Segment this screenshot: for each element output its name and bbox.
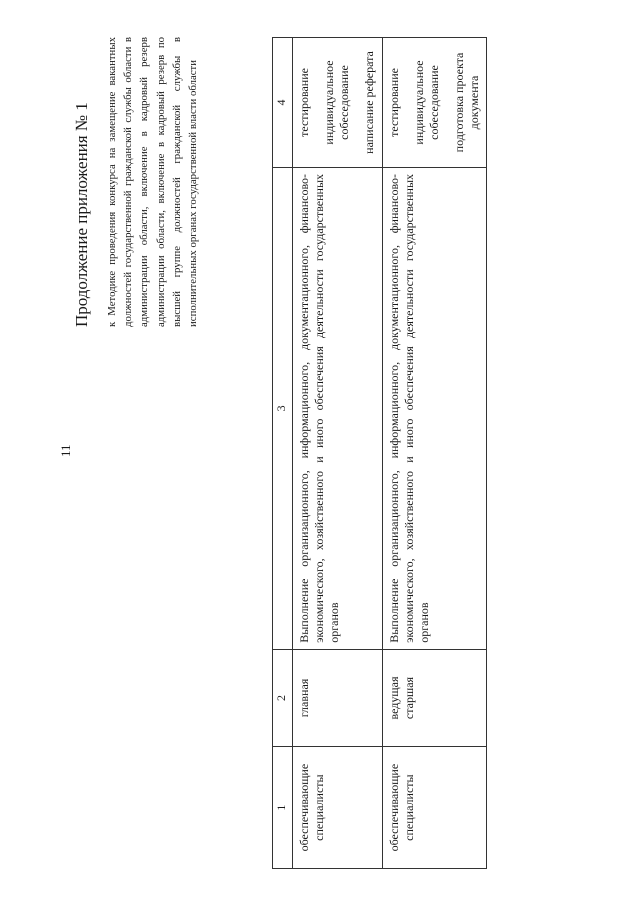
header-cell: 3 — [273, 167, 293, 649]
qualification-table — [272, 37, 487, 869]
group-label: ведущая — [387, 676, 401, 720]
method-reference — [104, 37, 201, 327]
method-item: индивидуальное собеседование — [412, 60, 441, 145]
group-cell — [293, 649, 383, 746]
method-item: тестирование — [387, 68, 401, 137]
table-row — [383, 38, 487, 869]
group-cell — [383, 649, 487, 746]
method-item: написание реферата — [362, 51, 376, 154]
methods-cell — [293, 38, 383, 168]
table-row — [293, 38, 383, 869]
group-label: главная — [297, 678, 311, 718]
method-item: индивидуальное собеседование — [322, 60, 351, 145]
category-cell: обеспечивающие специалисты — [383, 747, 487, 869]
page-number: 11 — [58, 444, 73, 457]
table-header-row — [273, 38, 293, 869]
function-cell: Выполнение организационного, информационного, документационного, финансово-экономического, хозяйственного и иного обеспечения деятельности государственных органов — [293, 167, 383, 649]
group-label: старшая — [402, 676, 416, 720]
header-cell: 4 — [273, 38, 293, 168]
header-cell: 2 — [273, 649, 293, 746]
method-text: к Методике проведения конкурса на замещение вакантных должностей государственной гражданской службы области в администрации области, включение в кадровый резерв администрации области, включение в кадровый резерв по высшей группе должностей гражданской службы в исполнительных органах государственной власти области — [106, 37, 200, 327]
header-cell: 1 — [273, 747, 293, 869]
methods-cell — [383, 38, 487, 168]
method-item: тестирование — [297, 68, 311, 137]
category-cell: обеспечивающие специалисты — [293, 747, 383, 869]
method-item: подготовка проекта документа — [452, 52, 481, 153]
function-cell: Выполнение организационного, информационного, документационного, финансово-экономического, хозяйственного и иного обеспечения деятельности государственных органов — [383, 167, 487, 649]
appendix-title: Продолжение приложения № 1 — [72, 102, 91, 327]
